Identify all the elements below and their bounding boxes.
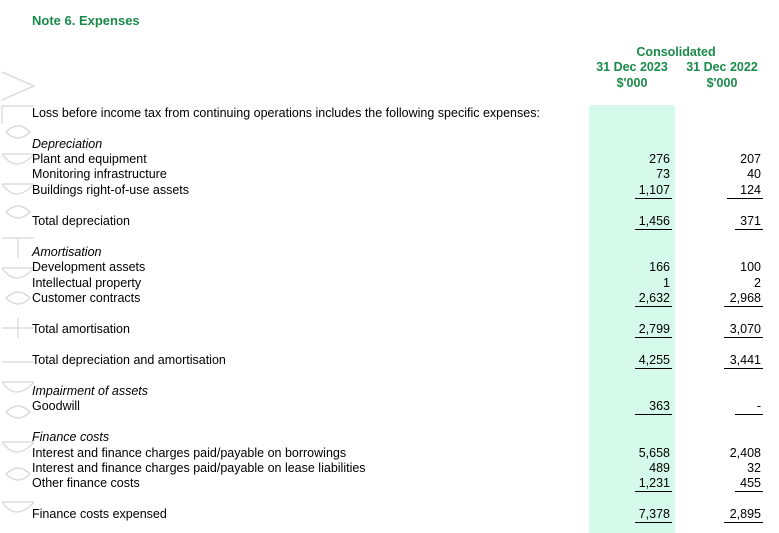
total-rule — [724, 337, 763, 338]
col-2022-date: 31 Dec 2022 — [686, 60, 758, 74]
value-2023: 2,632 — [638, 291, 670, 305]
value-2023: 7,378 — [638, 507, 670, 521]
total-rule — [635, 522, 672, 523]
value-2022: - — [756, 399, 761, 413]
table-row — [0, 183, 779, 198]
row-label: Finance costs expensed — [32, 507, 167, 521]
value-2023: 166 — [649, 260, 670, 274]
value-2022: 2,895 — [729, 507, 761, 521]
value-2022: 455 — [740, 476, 761, 490]
value-2022: 371 — [740, 214, 761, 228]
total-row — [0, 322, 779, 337]
section-heading-row — [0, 430, 779, 445]
value-2023: 1,231 — [638, 476, 670, 490]
row-label: Total amortisation — [32, 322, 130, 336]
subtotal-rule — [735, 491, 763, 492]
value-2022: 124 — [740, 183, 761, 197]
row-label: Intellectual property — [32, 276, 142, 290]
value-2023: 4,255 — [638, 353, 670, 367]
value-2023: 1,456 — [638, 214, 670, 228]
amortisation-heading: Amortisation — [32, 245, 102, 259]
row-label: Monitoring infrastructure — [32, 167, 167, 181]
row-label: Interest and finance charges paid/payable on borrowings — [32, 446, 347, 460]
col-2022-unit: $'000 — [706, 76, 738, 90]
value-2022: 40 — [747, 167, 761, 181]
total-row — [0, 214, 779, 229]
row-label: Plant and equipment — [32, 152, 147, 166]
value-2022: 32 — [747, 461, 761, 475]
row-label: Customer contracts — [32, 291, 141, 305]
value-2023: 276 — [649, 152, 670, 166]
col-2023-unit: $'000 — [616, 76, 648, 90]
column-group-header: Consolidated — [636, 45, 716, 59]
row-label: Buildings right-of-use assets — [32, 183, 190, 197]
value-2022: 207 — [740, 152, 761, 166]
row-label: Interest and finance charges paid/payable on lease liabilities — [32, 461, 366, 475]
depreciation-heading: Depreciation — [32, 137, 103, 151]
table-row — [0, 291, 779, 306]
value-2022: 100 — [740, 260, 761, 274]
section-heading-row — [0, 137, 779, 152]
value-2022: 2 — [754, 276, 761, 290]
value-2022: 3,441 — [729, 353, 761, 367]
total-rule — [635, 229, 672, 230]
subtotal-rule — [635, 306, 672, 307]
section-heading-row — [0, 384, 779, 399]
table-row — [0, 446, 779, 461]
value-2023: 5,658 — [638, 446, 670, 460]
value-2023: 73 — [656, 167, 670, 181]
table-row — [0, 167, 779, 182]
table-row — [0, 276, 779, 291]
row-label: Development assets — [32, 260, 146, 274]
total-rule — [635, 368, 672, 369]
impairment-heading: Impairment of assets — [32, 384, 149, 398]
note-title: Note 6. Expenses — [32, 13, 140, 28]
table-row — [0, 152, 779, 167]
row-label: Total depreciation — [32, 214, 130, 228]
value-2022: 2,968 — [729, 291, 761, 305]
table-row — [0, 461, 779, 476]
value-2023: 363 — [649, 399, 670, 413]
intro-text: Loss before income tax from continuing operations includes the following specific expenses: — [32, 106, 540, 120]
table-row — [0, 476, 779, 491]
total-rule — [724, 522, 763, 523]
subtotal-rule — [727, 198, 763, 199]
table-row — [0, 260, 779, 275]
value-2022: 2,408 — [729, 446, 761, 460]
value-2023: 1 — [663, 276, 670, 290]
value-2023: 2,799 — [638, 322, 670, 336]
subtotal-rule — [724, 306, 763, 307]
row-label: Goodwill — [32, 399, 80, 413]
row-label: Total depreciation and amortisation — [32, 353, 226, 367]
value-2023: 489 — [649, 461, 670, 475]
total-row — [0, 507, 779, 522]
value-2023: 1,107 — [638, 183, 670, 197]
value-2022: 3,070 — [729, 322, 761, 336]
total-rule — [735, 229, 763, 230]
section-heading-row — [0, 245, 779, 260]
total-rule — [735, 414, 763, 415]
col-2023-date: 31 Dec 2023 — [596, 60, 668, 74]
subtotal-rule — [635, 198, 672, 199]
total-rule — [724, 368, 763, 369]
row-label: Other finance costs — [32, 476, 140, 490]
subtotal-rule — [635, 491, 672, 492]
table-row — [0, 399, 779, 414]
intro-row — [0, 106, 779, 121]
total-row — [0, 353, 779, 368]
finance-heading: Finance costs — [32, 430, 110, 444]
total-rule — [635, 414, 672, 415]
total-rule — [635, 337, 672, 338]
